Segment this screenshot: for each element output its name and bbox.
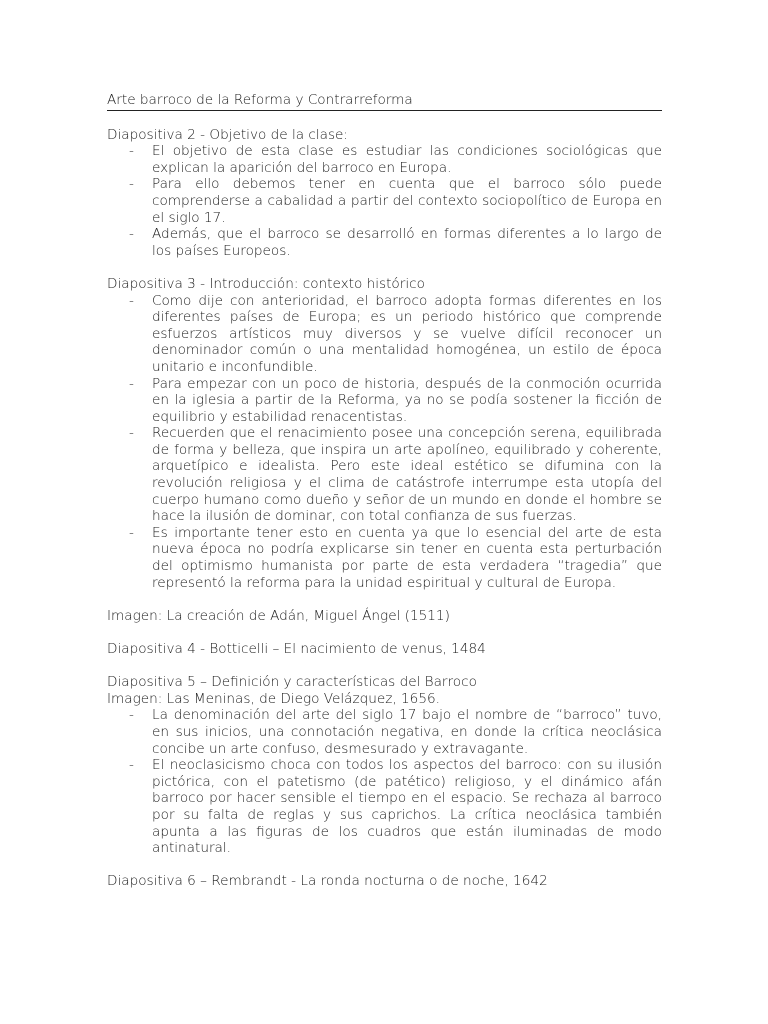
section-imagen-creacion-de-adan <box>107 608 662 625</box>
list-item <box>107 293 662 376</box>
section-heading: Diapositiva 2 - Objetivo de la clase: <box>107 126 348 143</box>
section-diapositiva-2 <box>107 127 662 260</box>
list-item-text: Para empezar con un poco de historia, después de la conmoción ocurrida en la iglesia a partir de la Reforma, ya no se podía sostener la ficción de equilibrio y estabilidad renacentistas. <box>152 375 662 425</box>
section-diapositiva-4 <box>107 641 662 658</box>
list-item <box>107 176 662 226</box>
list-item-text: Como dije con anterioridad, el barroco adopta formas diferentes en los diferentes países de Europa; es un periodo histórico que comprende esfuerzos artísticos muy diversos y se vuelve difícil reconocer un denominador común o una mentalidad homogénea, un estilo de época unitario e inconfundible. <box>152 292 662 375</box>
dash-bullet-icon: - <box>129 375 134 392</box>
section-diapositiva-5 <box>107 674 662 857</box>
dash-bullet-icon: - <box>129 143 134 160</box>
section-heading: Imagen: La creación de Adán, Miguel Ángel (1511) <box>107 607 450 624</box>
document-title: Arte barroco de la Reforma y Contrarreforma <box>107 92 413 108</box>
list-item <box>107 425 662 525</box>
list-item <box>107 757 662 857</box>
list-item-text: El objetivo de esta clase es estudiar las condiciones sociológicas que explican la aparición del barroco en Europa. <box>152 143 662 176</box>
title-block <box>107 92 662 111</box>
dash-bullet-icon: - <box>129 707 134 724</box>
list-item-text: Es importante tener esto en cuenta ya que lo esencial del arte de esta nueva época no podría explicarse sin tener en cuenta esta perturbación del optimismo humanista por parte de esta verdadera “tragedia” que representó la reforma para la unidad espiritual y cultural de Europa. <box>152 524 662 591</box>
dash-bullet-icon: - <box>129 226 134 243</box>
list-item <box>107 376 662 426</box>
dash-bullet-icon: - <box>129 757 134 774</box>
bullet-list <box>107 143 662 259</box>
bullet-list <box>107 293 662 592</box>
list-item-text: Además, que el barroco se desarrolló en formas diferentes a lo largo de los países Europeos. <box>152 226 662 259</box>
dash-bullet-icon: - <box>129 292 134 309</box>
dash-bullet-icon: - <box>129 524 134 541</box>
section-subheading: Imagen: Las Meninas, de Diego Velázquez, 1656. <box>107 690 440 707</box>
list-item-text: La denominación del arte del siglo 17 bajo el nombre de “barroco” tuvo, en sus inicios, una connotación negativa, en donde la crítica neoclásica concibe un arte confuso, desmesurado y extravagante. <box>152 707 662 757</box>
list-item-text: Para ello debemos tener en cuenta que el barroco sólo puede comprenderse a cabalidad a partir del contexto sociopolítico de Europa en el siglo 17. <box>152 176 662 226</box>
list-item <box>107 143 662 176</box>
section-diapositiva-3 <box>107 276 662 591</box>
dash-bullet-icon: - <box>129 425 134 442</box>
bullet-list <box>107 707 662 856</box>
list-item-text: El neoclasicismo choca con todos los aspectos del barroco: con su ilusión pictórica, con el patetismo (de patético) religioso, y el dinámico afán barroco por hacer sensible el tiempo en el espacio. Se rechaza al barroco por su falta de reglas y sus caprichos. La crítica neoclásica también apunta a las figuras de los cuadros que están iluminadas de modo antinatural. <box>152 757 662 857</box>
dash-bullet-icon: - <box>129 176 134 193</box>
list-item <box>107 525 662 591</box>
section-heading: Diapositiva 5 – Definición y características del Barroco <box>107 674 477 691</box>
document-page <box>107 92 662 890</box>
list-item <box>107 707 662 757</box>
section-diapositiva-6 <box>107 873 662 890</box>
section-heading: Diapositiva 4 - Botticelli – El nacimiento de venus, 1484 <box>107 641 486 657</box>
section-heading: Diapositiva 3 - Introducción: contexto histórico <box>107 275 425 292</box>
list-item-text: Recuerden que el renacimiento posee una concepción serena, equilibrada de forma y belleza, que inspira un arte apolíneo, equilibrado y coherente, arquetípico e idealista. Pero este ideal estético se difumina con la revolución religiosa y el clima de catástrofe interrumpe esta utopía del cuerpo humano como dueño y señor de un mundo en donde el hombre se hace la ilusión de dominar, con total confianza de sus fuerzas. <box>152 425 662 525</box>
section-heading: Diapositiva 6 – Rembrandt - La ronda nocturna o de noche, 1642 <box>107 873 548 890</box>
list-item <box>107 226 662 259</box>
